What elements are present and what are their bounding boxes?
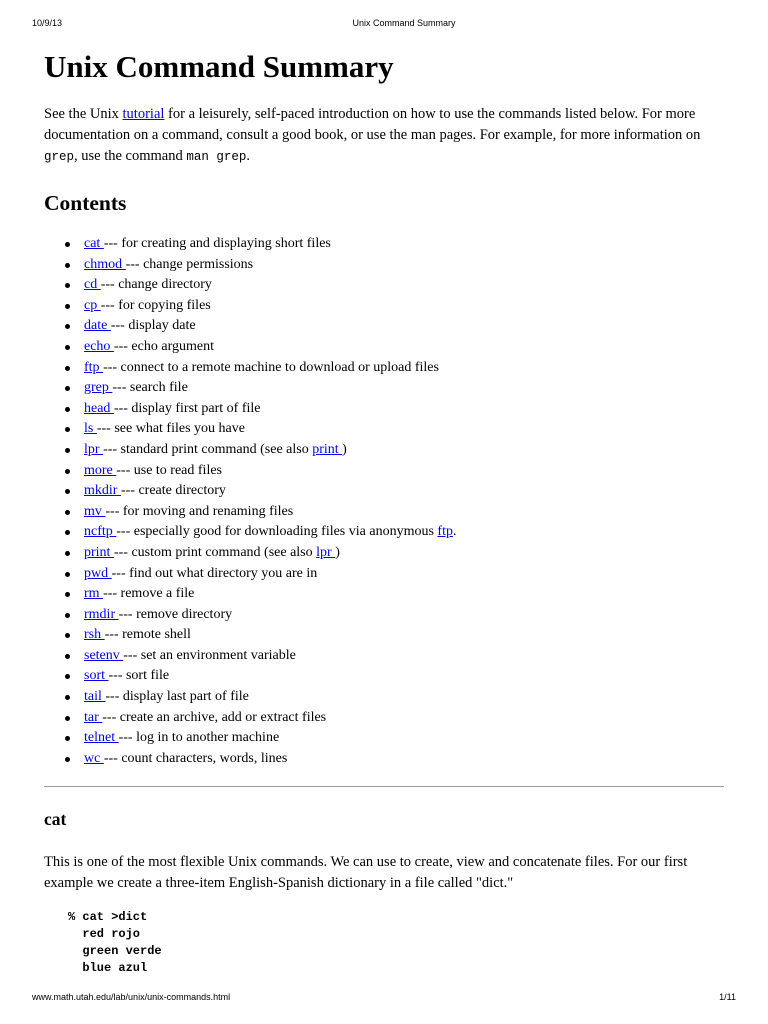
toc-description: --- change permissions: [125, 256, 254, 272]
toc-item-ls: [44, 419, 724, 440]
bullet-icon: [65, 345, 70, 350]
intro-text: for a leisurely, self-paced introduction on how to use the commands listed below. For more documentation on a command, consult a good book, or use the man pages. For example, for more information on: [44, 106, 701, 143]
inline-code-grep: grep: [44, 150, 75, 164]
toc-link[interactable]: rsh: [84, 627, 105, 643]
intro-text: .: [246, 148, 251, 164]
intro-text: See the Unix: [44, 106, 123, 122]
toc-description: --- remove a file: [103, 586, 195, 602]
toc-crossref-link[interactable]: print: [312, 441, 343, 457]
toc-link[interactable]: print: [84, 544, 114, 560]
toc-crossref-link[interactable]: lpr: [316, 544, 336, 560]
bullet-icon: [65, 386, 70, 391]
bullet-icon: [65, 324, 70, 329]
toc-description: --- create an archive, add or extract files: [102, 709, 327, 725]
cat-code-example: [68, 909, 724, 976]
bullet-icon: [65, 510, 70, 515]
toc-description: --- create directory: [120, 483, 226, 499]
toc-description: --- set an environment variable: [123, 647, 296, 663]
toc-description: --- see what files you have: [96, 421, 245, 437]
toc-description-end: ): [342, 441, 347, 457]
toc-description: --- display last part of file: [105, 689, 249, 705]
toc-description: --- custom print command (see also: [113, 544, 317, 560]
print-title: Unix Command Summary: [352, 18, 456, 28]
toc-item-date: [44, 316, 724, 337]
toc-link[interactable]: ls: [84, 421, 97, 437]
toc-description: --- change directory: [100, 277, 212, 293]
toc-description: --- display first part of file: [113, 400, 261, 416]
bullet-icon: [65, 736, 70, 741]
toc-description: --- for copying files: [100, 297, 211, 313]
toc-description: --- display date: [110, 318, 196, 334]
toc-description: --- search file: [112, 380, 188, 396]
toc-description: --- echo argument: [113, 338, 214, 354]
toc-item-grep: [44, 378, 724, 399]
toc-description: --- remote shell: [104, 627, 191, 643]
toc-item-mkdir: [44, 481, 724, 502]
toc-item-print: [44, 543, 724, 564]
toc-item-pwd: [44, 564, 724, 585]
toc-description: --- especially good for downloading files via anonymous: [116, 524, 438, 540]
cat-description: This is one of the most flexible Unix commands. We can use to create, view and concatenate files. For our first example we create a three-item English-Spanish dictionary in a file called "dict.": [44, 854, 688, 892]
toc-item-tar: [44, 708, 724, 729]
toc-item-ncftp: [44, 522, 724, 543]
document-body: [44, 44, 724, 976]
bullet-icon: [65, 592, 70, 597]
toc-description-end: ): [335, 544, 340, 560]
toc-item-setenv: [44, 646, 724, 667]
toc-description: --- remove directory: [118, 606, 233, 622]
bullet-icon: [65, 654, 70, 659]
bullet-icon: [65, 674, 70, 679]
toc-item-tail: [44, 687, 724, 708]
toc-link[interactable]: grep: [84, 380, 113, 396]
bullet-icon: [65, 283, 70, 288]
bullet-icon: [65, 489, 70, 494]
contents-heading: Contents: [44, 191, 127, 215]
code-line: % cat >dict: [68, 910, 148, 925]
bullet-icon: [65, 530, 70, 535]
toc-item-telnet: [44, 728, 724, 749]
inline-code-man-grep: man grep: [186, 150, 247, 164]
bullet-icon: [65, 242, 70, 247]
toc-link[interactable]: rmdir: [84, 606, 119, 622]
bullet-icon: [65, 572, 70, 577]
page-title: Unix Command Summary: [44, 49, 394, 84]
print-header: [0, 18, 768, 32]
toc-description: --- sort file: [108, 668, 170, 684]
intro-text: , use the command: [74, 148, 187, 164]
bullet-icon: [65, 427, 70, 432]
bullet-icon: [65, 263, 70, 268]
bullet-icon: [65, 448, 70, 453]
toc-link[interactable]: cp: [84, 297, 101, 313]
cat-section-heading: cat: [44, 809, 67, 830]
toc-description: --- count characters, words, lines: [103, 750, 288, 766]
toc-link[interactable]: lpr: [84, 441, 104, 457]
section-divider: [44, 786, 724, 787]
code-line: blue azul: [68, 960, 148, 975]
toc-item-sort: [44, 666, 724, 687]
bullet-icon: [65, 407, 70, 412]
toc-description: --- connect to a remote machine to download or upload files: [103, 359, 439, 375]
toc-crossref-link[interactable]: ftp: [437, 524, 453, 540]
toc-item-rm: [44, 584, 724, 605]
contents-list: [44, 234, 724, 769]
bullet-icon: [65, 551, 70, 556]
toc-item-wc: [44, 749, 724, 770]
toc-item-head: [44, 399, 724, 420]
toc-link[interactable]: ftp: [84, 359, 104, 375]
toc-link[interactable]: ncftp: [84, 524, 117, 540]
toc-link[interactable]: cat: [84, 236, 104, 251]
toc-item-mv: [44, 502, 724, 523]
toc-link[interactable]: tail: [84, 689, 106, 705]
toc-description: --- log in to another machine: [118, 730, 280, 746]
toc-link[interactable]: tar: [84, 709, 103, 725]
toc-link[interactable]: telnet: [84, 730, 119, 746]
bullet-icon: [65, 633, 70, 638]
bullet-icon: [65, 366, 70, 371]
page-url: www.math.utah.edu/lab/unix/unix-commands.html: [32, 992, 231, 1002]
toc-link[interactable]: setenv: [84, 647, 124, 663]
toc-item-cp: [44, 296, 724, 317]
bullet-icon: [65, 716, 70, 721]
toc-item-more: [44, 461, 724, 482]
toc-link[interactable]: wc: [84, 750, 104, 766]
toc-description: --- find out what directory you are in: [111, 565, 318, 581]
toc-link[interactable]: chmod: [84, 256, 126, 272]
bullet-icon: [65, 757, 70, 762]
toc-link[interactable]: more: [84, 462, 117, 478]
intro-paragraph: [44, 104, 724, 168]
toc-description: --- for creating and displaying short files: [103, 236, 331, 251]
toc-item-ftp: [44, 358, 724, 379]
tutorial-link[interactable]: tutorial: [122, 106, 165, 122]
toc-description-end: .: [452, 524, 457, 540]
toc-link[interactable]: mv: [84, 503, 106, 519]
bullet-icon: [65, 695, 70, 700]
toc-item-cd: [44, 275, 724, 296]
bullet-icon: [65, 613, 70, 618]
toc-description: --- use to read files: [116, 462, 222, 478]
toc-link[interactable]: echo: [84, 338, 114, 354]
toc-item-rsh: [44, 625, 724, 646]
toc-item-cat: [44, 234, 724, 255]
toc-item-chmod: [44, 255, 724, 276]
toc-link[interactable]: rm: [84, 586, 104, 602]
toc-link[interactable]: cd: [84, 277, 101, 293]
print-date: 10/9/13: [32, 18, 63, 28]
toc-item-lpr: [44, 440, 724, 461]
toc-item-rmdir: [44, 605, 724, 626]
bullet-icon: [65, 304, 70, 309]
code-line: green verde: [68, 943, 162, 958]
code-line: red rojo: [68, 927, 141, 942]
toc-description: --- for moving and renaming files: [105, 503, 294, 519]
toc-link[interactable]: sort: [84, 668, 109, 684]
toc-link[interactable]: mkdir: [84, 483, 121, 499]
toc-link[interactable]: date: [84, 318, 111, 334]
toc-item-echo: [44, 337, 724, 358]
page-number: 1/11: [719, 992, 736, 1002]
toc-link[interactable]: head: [84, 400, 114, 416]
bullet-icon: [65, 469, 70, 474]
toc-description: --- standard print command (see also: [103, 441, 313, 457]
toc-link[interactable]: pwd: [84, 565, 112, 581]
print-footer: [0, 992, 768, 1006]
